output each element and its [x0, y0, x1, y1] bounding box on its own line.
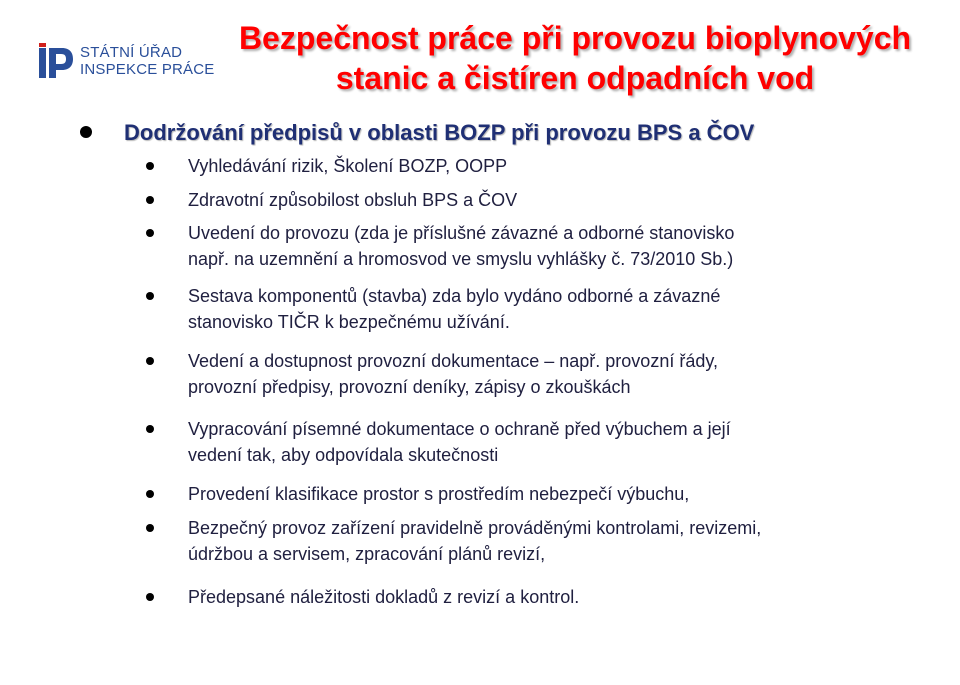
bullet-icon	[146, 162, 154, 170]
bullet-icon	[146, 524, 154, 532]
list-item	[146, 520, 908, 567]
bullet-icon	[146, 357, 154, 365]
list-item-text	[188, 481, 908, 507]
list-item-line: Předepsané náležitosti dokladů z revizí a kontrol.	[188, 587, 580, 607]
slide-title-line-1: Bezpečnost práce při provozu bioplynových	[238, 20, 912, 56]
list-item-line: Vyhledávání rizik, Školení BOZP, OOPP	[188, 156, 508, 176]
bullet-icon	[146, 292, 154, 300]
list-item	[146, 225, 908, 272]
list-item-text	[188, 187, 908, 213]
bullet-icon	[146, 490, 154, 498]
list-item-text	[188, 220, 908, 272]
logo-line-1: STÁTNÍ ÚŘAD	[80, 44, 183, 61]
list-item-line: provozní předpisy, provozní deníky, zápisy o zkouškách	[188, 377, 631, 397]
list-item-line: Vypracování písemné dokumentace o ochraně před výbuchem a její	[188, 419, 731, 439]
list-item-line: Bezpečný provoz zařízení pravidelně prováděnými kontrolami, revizemi,	[188, 518, 762, 538]
list-item-text	[188, 584, 908, 610]
list-item-text	[188, 153, 908, 179]
list-item-line: Zdravotní způsobilost obsluh BPS a ČOV	[188, 190, 518, 210]
list-item-text	[188, 515, 908, 567]
list-item-text	[188, 416, 908, 468]
list-item-line: Vedení a dostupnost provozní dokumentace – např. provozní řády,	[188, 351, 719, 371]
list-item	[146, 353, 908, 400]
list-item	[146, 288, 908, 335]
logo-line-2: INSPEKCE PRÁCE	[80, 61, 215, 78]
list-item-line: stanovisko TIČR k bezpečnému užívání.	[188, 312, 510, 332]
slide-title-line-2: stanic a čistíren odpadních vod	[335, 60, 815, 96]
list-item-line: např. na uzemnění a hromosvod ve smyslu vyhlášky č. 73/2010 Sb.)	[188, 249, 734, 269]
list-item	[146, 421, 908, 468]
list-item-text	[188, 348, 908, 400]
list-item-line: Uvedení do provozu (zda je příslušné závazné a odborné stanovisko	[188, 223, 735, 243]
list-item	[146, 192, 908, 213]
list-item-line: Sestava komponentů (stavba) zda bylo vydáno odborné a závazné	[188, 286, 721, 306]
bullet-icon	[146, 229, 154, 237]
bullet-icon	[146, 196, 154, 204]
list-item	[146, 158, 908, 179]
list-item	[146, 486, 908, 507]
list-item	[146, 589, 908, 610]
list-item-line: údržbou a servisem, zpracování plánů revizí,	[188, 544, 546, 564]
section-heading-text: Dodržování předpisů v oblasti BOZP při provozu BPS a ČOV	[124, 120, 755, 145]
list-item-text	[188, 283, 908, 335]
list-item-line: Provedení klasifikace prostor s prostředím nebezpečí výbuchu,	[188, 484, 690, 504]
list-item-line: vedení tak, aby odpovídala skutečnosti	[188, 445, 499, 465]
bullet-icon	[146, 593, 154, 601]
bullet-icon	[146, 425, 154, 433]
